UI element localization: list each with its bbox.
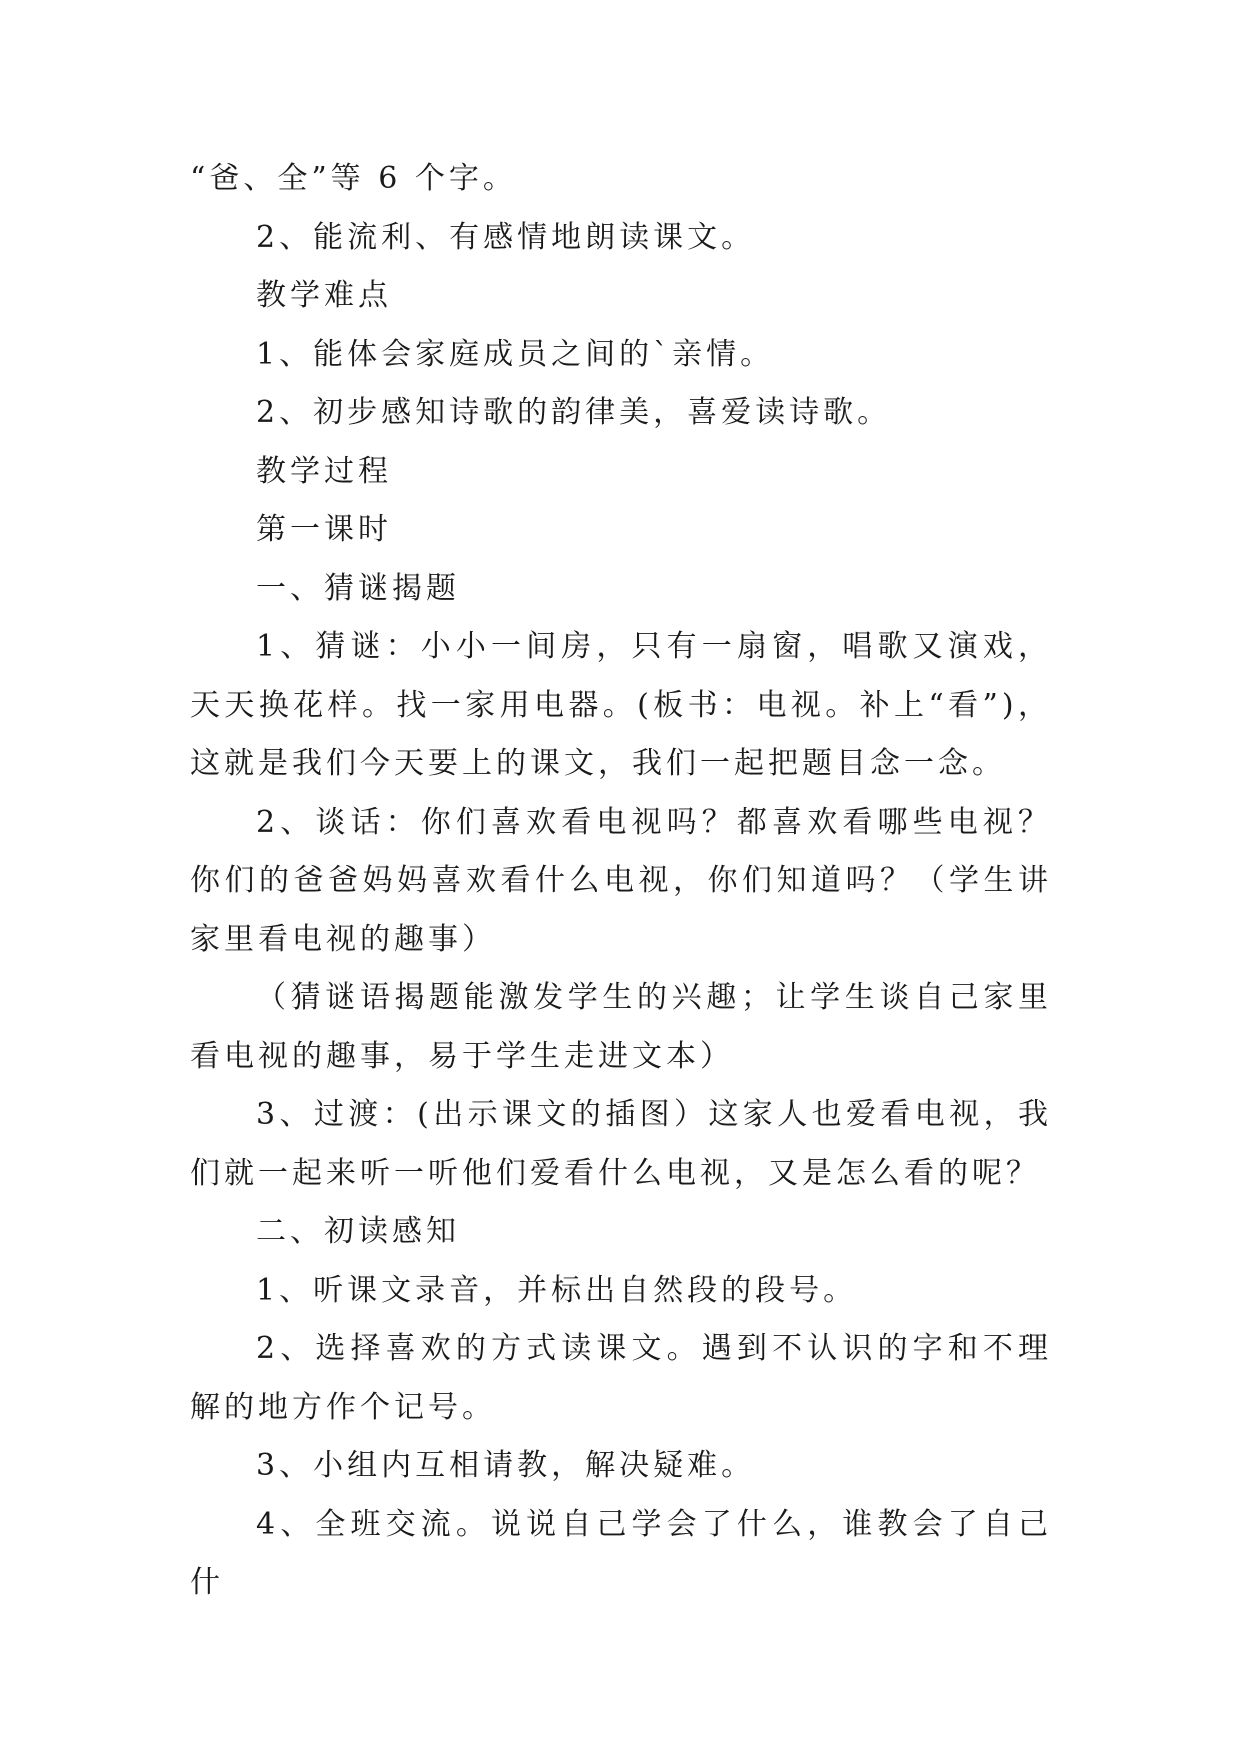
paragraph-4: 1、能体会家庭成员之间的`亲情。 <box>256 336 775 372</box>
section-heading-teaching-difficulties: 教学难点 <box>256 278 392 313</box>
section-heading-first-lesson: 第一课时 <box>256 512 392 547</box>
paragraph-14: 1、听课文录音，并标出自然段的段号。 <box>256 1272 858 1308</box>
section-heading-first-reading: 二、初读感知 <box>256 1214 460 1249</box>
paragraph-10: 2、谈话：你们喜欢看电视吗？都喜欢看哪些电视？你们的爸爸妈妈喜欢看什么电视，你们知道吗？（学生讲家里看电视的趣事） <box>190 804 1052 957</box>
paragraph-1: “爸、全”等 6 个字。 <box>190 161 517 196</box>
document-body <box>190 150 1052 1613</box>
paragraph-11: （猜谜语揭题能激发学生的兴趣；让学生谈自己家里看电视的趣事，易于学生走进文本） <box>190 980 1052 1074</box>
paragraph-15: 2、选择喜欢的方式读课文。遇到不认识的字和不理解的地方作个记号。 <box>190 1331 1052 1425</box>
paragraph-2: 2、能流利、有感情地朗读课文。 <box>256 219 756 255</box>
paragraph-16: 3、小组内互相请教，解决疑难。 <box>256 1448 756 1483</box>
paragraph-5: 2、初步感知诗歌的韵律美，喜爱读诗歌。 <box>256 395 892 430</box>
paragraph-9: 1、猜谜：小小一间房，只有一扇窗，唱歌又演戏，天天换花样。找一家用电器。(板书：电视。补上“看”)，这就是我们今天要上的课文，我们一起把题目念一念。 <box>190 629 1052 781</box>
paragraph-12: 3、过渡：(出示课文的插图）这家人也爱看电视，我们就一起来听一听他们爱看什么电视，又是怎么看的呢？ <box>190 1097 1052 1191</box>
paragraph-17: 4、全班交流。说说自己学会了什么，谁教会了自己什 <box>190 1506 1052 1600</box>
section-heading-teaching-process: 教学过程 <box>256 453 392 489</box>
section-heading-riddle: 一、猜谜揭题 <box>256 570 460 606</box>
